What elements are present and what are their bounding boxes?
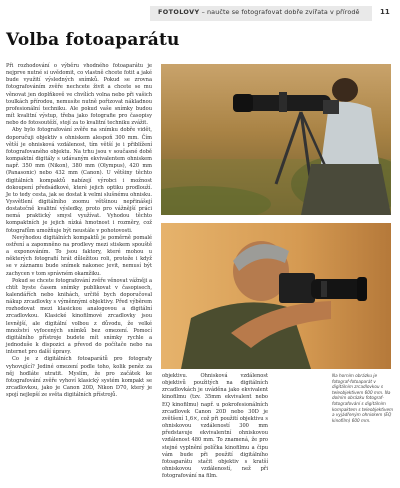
photographer-with-telephoto-lens-icon	[161, 64, 391, 215]
photo-caption: Na horním obrázku je fotograf-fotoaparát v digitálním zrcadlovkou s teleobjektivem 600 mm. Na dolním obrázku fotograf-fotografování s digitálním kompaktem s teleobjektivem a vyjádřeným ohniskem (EQ kinofilm) 600 mm.	[332, 373, 394, 423]
photographer-closeup-camera-icon	[161, 223, 391, 369]
paragraph: Pokud se chcete fotografování zvěře věnovat vážněji a chtít byste časem snímky publikovat v časopisech, kalendářích nebo knihách, určitě bych doporučoval nákup zrcadlovky s výměnnými objektivy. Před výběrem rozhodovat mezi klasickou analogovou a digitální zrcadlovkou. Klasické kinofilmové zrcadlovky jsou levnější, ale digitální volbou z důvodu, že velké množství vyfocených snímků bez omezení. Pomocí digitálního přístroje budete mít snímky rychle a jednoduše k dispozici a převod do počítače nebo na internet pro další úpravy.	[6, 277, 152, 356]
paragraph: Co je z digitálních fotoaparátů pro fotografy vyhovující? Jediné omezení podle toho, kolik peněz za něj hodláte utratit. Myslím, že pro začátek ke fotografování zvěře vyhoví klasický systém kompakt se zrcadlovkou, jako je Canon 20D, Nikon D70, který je spojí nejlepší ze světa digitálních přístrojů.	[6, 356, 152, 399]
article-title: Volba fotoaparátu	[6, 30, 180, 50]
photo-photographer-telephoto	[161, 64, 391, 215]
body-column-2	[162, 373, 268, 480]
page-number: 11	[380, 8, 390, 16]
photo-photographer-closeup	[161, 223, 391, 369]
header-text	[158, 8, 360, 16]
running-header	[0, 0, 400, 26]
body-column-1	[6, 63, 152, 399]
paragraph: Při rozhodování o výběru vhodného fotoaparátu je nejprve nutné si uvědomit, co vlastně chcete fotit a jaké bude využití výsledných snímků. Pokud se zrovna fotografováním zvěře nechcete živit a chcete se mu věnovat jen doplňkově ve chvílích volna nebo při vašich toulkách přírodou, nemusíte nutně pořizovat nákladnou profesionální techniku. Ale pokud vaše snímky budou mít kvalitní výstup, třeba jako fotografie pro časopisy nebo do fotosoutěží, stojí za to kvalitní techniku zvážit.	[6, 63, 152, 127]
paragraph: objektivu. Ohnisková vzdálenost objektivů použitých na digitálních zrcadlovkách je uváděna jako ekvivalent kinofilmu (tzv. 35mm ekvivalent nebo EQ kinofilmu) např. u pokrofesionálních zrcadlovek Canon 20D nebo 30D je zvětšení 1,6×, což při použití objektivu s ohniskovou vzdáleností 300 mm představuje ekvivalentní ohniskovou vzdálenost 480 mm. To znamená, že pro stejné vyplnění políčka kinofilmu a čipu vám bude při použití digitálního fotoaparátu stačit objektiv s kratší ohniskovou vzdáleností, než při fotografování na film.	[162, 373, 268, 480]
header-section: FOTOLOVY	[158, 8, 200, 16]
header-subtitle: – naučte se fotografovat dobře zvířata v přírodě	[201, 8, 360, 16]
paragraph: Aby bylo fotografování zvěře na snímku dobře vidět, doporučuji objektiv s ohniskem alespoň 300 mm. Čím větší je ohnisková vzdálenost, tím větší je i přiblížení fotografovaného objektu. Na trhu jsou v současné době kompaktní digitály s udávaným ekvivalentem ohniskem např. 350 mm (Nikon), 380 mm (Olympus), 420 mm (Panasonic) nebo 432 mm (Canon). U většiny těchto digitálních kompaktů nabízejí výrobci i možnost dokoupení předsádkové, které jejich optiku prodlouží. Je to tedy cesta, jak se dostat k velmi slušnému ohnisku. Vysvětlení digitálního zoomu většinou nepřinášejí dostatečně kvalitní výsledky, proto pro vážnější práci nemá praktický smysl využívat. Vyhodou těchto kompaktních je jejich nízká hmotnost i rozměry, což fotografům umožňuje být neustále v pohotovosti.	[6, 127, 152, 234]
paragraph: Nevýhodou digitálních kompaktů je poměrně pomalé ostření a zapomněno na prodlevy mezi stiskem spouště a exponováním. To jsou faktory, které mohou u některých fotografií hrát důležitou roli, protože i když se v záznamu bude snímek nakonec jevit, nemusí být zachycen v tom správném okamžiku.	[6, 234, 152, 277]
